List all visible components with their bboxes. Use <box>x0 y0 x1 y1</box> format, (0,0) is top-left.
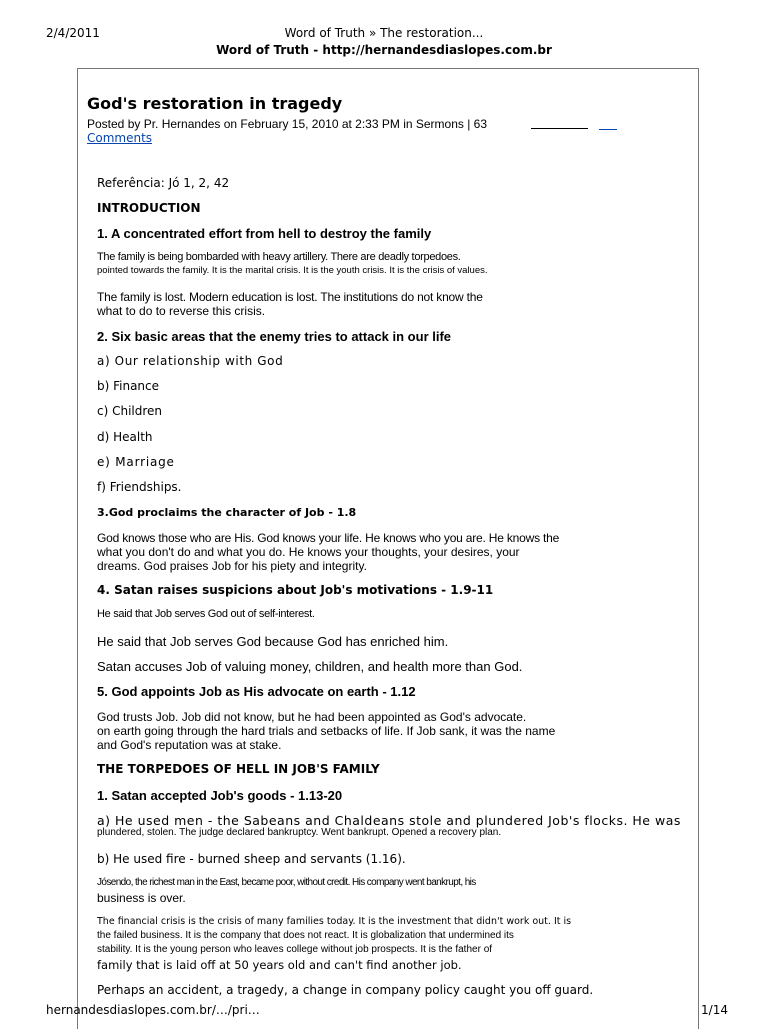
print-date: 2/4/2011 <box>46 26 100 40</box>
section-heading-5: 5. God appoints Job as His advocate on earth - 1.12 <box>97 684 416 699</box>
list-item: f) Friendships. <box>97 480 182 494</box>
list-item: c) Children <box>97 404 163 418</box>
crisis-paragraph-c: stability. It is the young person who leaves college without job prospects. It is the father of <box>97 944 493 955</box>
closing-paragraph: Perhaps an accident, a tragedy, a change in company policy caught you off guard. <box>97 983 594 997</box>
post-title: God's restoration in tragedy <box>87 94 343 113</box>
paragraph-2b: what to do to reverse this crisis. <box>97 304 266 318</box>
intro-heading: INTRODUCTION <box>97 201 201 215</box>
torpedo-heading-1: 1. Satan accepted Job's goods - 1.13-20 <box>97 788 343 803</box>
list-item: d) Health <box>97 430 153 444</box>
section-heading-1: 1. A concentrated effort from hell to destroy the family <box>97 226 432 241</box>
list-item: a) Our relationship with God <box>97 354 284 368</box>
crisis-paragraph-a: The financial crisis is the crisis of many families today. It is the investment that didn't work out. It is <box>97 916 572 927</box>
paragraph-4a: He said that Job serves God out of self-interest. <box>97 608 315 620</box>
print-footer-url: hernandesdiaslopes.com.br/…/pri… <box>46 1003 260 1017</box>
torpedo-paragraph-b: plundered, stolen. The judge declared bankruptcy. Went bankrupt. Opened a recovery plan. <box>97 827 502 838</box>
paragraph-3a: God knows those who are His. God knows your life. He knows who you are. He knows the <box>97 531 560 545</box>
link-underline[interactable] <box>599 129 617 130</box>
paragraph-4b: He said that Job serves God because God has enriched him. <box>97 634 449 649</box>
paragraph-3c: dreams. God praises Job for his piety and integrity. <box>97 559 367 573</box>
torpedoes-heading: THE TORPEDOES OF HELL IN JOB'S FAMILY <box>97 762 380 776</box>
reference-line: Referência: Jó 1, 2, 42 <box>97 176 230 190</box>
paragraph-2a: The family is lost. Modern education is lost. The institutions do not know the <box>97 290 483 304</box>
crisis-paragraph-d: family that is laid off at 50 years old and can't find another job. <box>97 958 462 972</box>
list-item: b) Finance <box>97 379 160 393</box>
meta-underline <box>531 128 588 129</box>
paragraph-5a: God trusts Job. Job did not know, but he had been appointed as God's advocate. <box>97 710 527 724</box>
torpedo-paragraph-d: Jósendo, the richest man in the East, became poor, without credit. His company went bankrupt, his <box>97 877 476 888</box>
torpedo-paragraph-e: business is over. <box>97 891 186 905</box>
paragraph-1a: The family is being bombarded with heavy artillery. There are deadly torpedoes. <box>97 251 461 263</box>
paragraph-5c: and God's reputation was at stake. <box>97 738 282 752</box>
paragraph-3b: what you don't do and what you do. He knows your thoughts, your desires, your <box>97 545 520 559</box>
list-item: e) Marriage <box>97 455 175 469</box>
post-meta: Posted by Pr. Hernandes on February 15, 2010 at 2:33 PM in Sermons | 63 <box>87 117 488 131</box>
section-heading-2: 2. Six basic areas that the enemy tries to attack in our life <box>97 329 452 344</box>
crisis-paragraph-b: the failed business. It is the company that does not react. It is globalization that undermined its <box>97 930 514 941</box>
section-heading-4: 4. Satan raises suspicions about Job's motivations - 1.9-11 <box>97 583 494 597</box>
paragraph-1b: pointed towards the family. It is the marital crisis. It is the youth crisis. It is the crisis of values. <box>97 265 488 276</box>
print-page-title: Word of Truth » The restoration... <box>284 26 484 40</box>
comments-link[interactable]: Comments <box>87 131 153 145</box>
paragraph-5b: on earth going through the hard trials and setbacks of life. If Job sank, it was the name <box>97 724 556 738</box>
print-page-number: 1/14 <box>701 1003 728 1017</box>
site-heading: Word of Truth - http://hernandesdiaslopes.com.br <box>216 43 552 57</box>
torpedo-paragraph-c: b) He used fire - burned sheep and servants (1.16). <box>97 852 406 866</box>
section-heading-3: 3.God proclaims the character of Job - 1.8 <box>97 506 357 519</box>
paragraph-4c: Satan accuses Job of valuing money, children, and health more than God. <box>97 659 523 674</box>
torpedo-paragraph-a: a) He used men - the Sabeans and Chaldeans stole and plundered Job's flocks. He was <box>97 813 681 828</box>
